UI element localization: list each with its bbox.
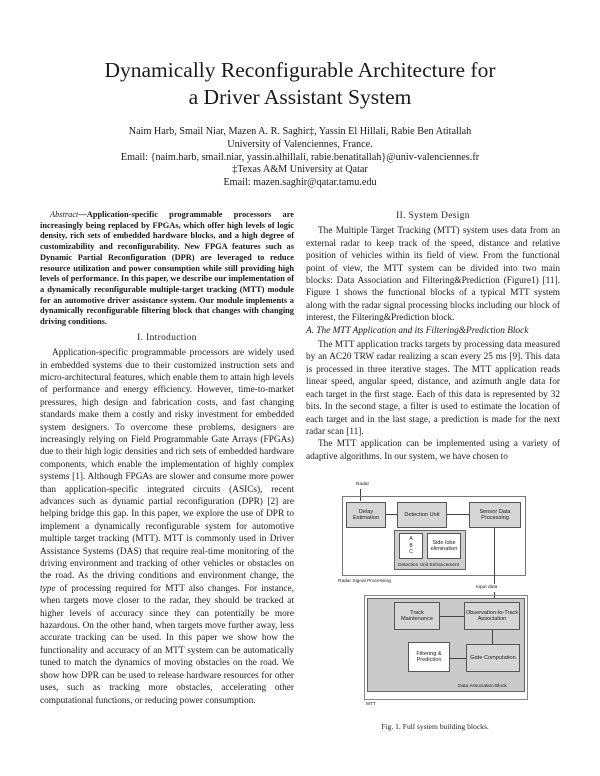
sensor-output-arrow [494,528,495,584]
right-column [306,206,560,463]
radar-signal-processing-label: Radar Signal Processing [338,579,391,584]
assoc-to-maintenance-arrow [440,616,464,617]
affiliation-1: University of Valenciennes, France. [227,138,373,150]
intro-paragraph [40,347,294,707]
subsection-a-heading: A. The MTT Application and its Filtering&Prediction Block [306,325,529,336]
abstract-text: —Application-specific programmable processors are increasingly being replaced by FPGAs, which offer high levels of logic density, rich sets of embedded hardware blocks, and a high degree of customizability and reconfigurability. New FPGA features such as Dynamic Partial Reconfiguration (DPR) are leveraged to reduce resource utilization and power consumption while still providing high levels of performance. In this paper, we describe our implementation of a dynamically reconfigurable multiple-target tracking (MTT) module for an automotive driver assistance system. Our module implements a dynamically reconfigurable filtering block that changes with changing driving conditions. [40,210,295,327]
author-names: Naim Harb, Smail Niar, Mazen A. R. Saghir‡, Yassin El Hillali, Rabie Ben Atitallah [128,126,472,137]
gate-computation-box: Gate Computation [466,644,520,672]
abstract-label: Abstract [50,210,79,219]
figure-caption: Fig. 1. Full system building blocks. [381,722,489,731]
detection-enhancement-label: Detection Unit Enhancement [398,563,460,568]
email-2: Email: mazen.saghir@qatar.tamu.edu [223,177,377,189]
mtt-paragraph-1: The MTT application tracks targets by processing data measured by an AC20 TRW radar realizing a scan every 25 ms [9]. This data is processed in three iterative stages. The MTT application reads linear speed, angular speed, distance, and azimuth angle data for each target in the first stage. Each of this data is represented by 32 bits. In the second stage, a filter is used to estimate the location of each target and in the last stage, a prediction is made for the next radar scan [11]. [306,340,560,437]
side-lobe-elimination-box: Side lobe elimination [427,533,461,559]
track-maintenance-box: Track Maintenance [394,602,440,630]
abc-c-label: C [409,549,413,556]
section-1-heading: I. Introduction [137,332,197,343]
figure-1 [338,482,530,712]
mtt-paragraph-2: The MTT application can be implemented using a variety of adaptive algorithms. In our system, we have chosen to [306,439,560,462]
detection-to-sensor-arrow [447,514,469,515]
intro-text-b: of processing required for MTT also changes. For instance, when targets move closer to the radar, they should be tracked at higher levels of accuracy since they can potentially be more hazardous. On the other hand, when targets move further away, less accurate tracking can be used. In this paper we show how the functionality and accuracy of an MTT system can be automatically tuned to match the dynamics of moving obstacles on the road. We show how DPR can be used to release hardware resources for other uses, such as tracking more obstacles, accelerating other computational functions, or reducing power consumption. [40,583,294,706]
abc-b-label: B [409,542,413,549]
detection-unit-box: Detection Unit [397,502,447,528]
observation-to-track-box: Observation-to-Track Association [464,602,520,630]
title-line-2: a Driver Assistant System [188,85,412,109]
abc-filter-box [399,533,423,559]
filtering-prediction-box: Filtering & Prediction [408,642,450,672]
paper-title [40,57,560,111]
filter-to-gate-arrow [450,658,466,659]
delay-estimation-box: Delay Estimation [346,502,386,528]
data-association-label: Data Association Block [458,684,507,689]
left-column [40,210,294,707]
abc-a-label: A [409,536,413,543]
email-1: Email: {naim.harb, smail.niar, yassin.alhillali, rabie.benatitallah}@univ-valenciennes.fr [120,151,480,163]
sensor-data-processing-box: Sensor Data Processing [469,502,521,528]
section-2-heading: II. System Design [396,211,470,221]
radar-label: Radar [356,482,370,487]
title-line-1: Dynamically Reconfigurable Architecture for [104,58,496,82]
assoc-to-gate-arrow [492,630,493,644]
abstract [40,210,294,328]
affiliation-2: ‡Texas A&M University at Qatar [232,164,368,176]
input-data-label: Input data [476,585,498,590]
intro-text-a: Application-specific programmable processors are widely used in embedded systems due to their customized instruction sets and micro-architectural features, which enable them to attain high levels of performance and energy efficiency. However, time-to-market pressures, high design and fabrication costs, and fast changing standards make them a costly and risky investment for embedded system designers. To overcome these problems, designers are increasingly relying on Field Programmable Gate Arrays (FPGAs) due to their high logic densities and rich sets of embedded hardware components, which enable the implementation of highly complex systems [1]. Although FPGAs are slower and consume more power than application-specific integrated circuits (ASICs), recent advances such as dynamic partial reconfiguration (DPR) [2] are helping bridge this gap. In this paper, we explore the use of DPR to implement a dynamically reconfigurable system for automotive multiple target tracking (MTT). MTT is commonly used in Driver Assistance Systems (DAS) that require real-time monitoring of the driving environment and tracking of other vehicles or obstacles on the road. As the driving conditions and environment change, the [40,348,294,582]
intro-text-type: type [40,583,56,594]
delay-to-detection-arrow [386,514,397,515]
author-block [30,126,570,190]
mtt-label: MTT [366,702,376,707]
system-design-paragraph: The Multiple Target Tracking (MTT) system uses data from an external radar to keep track of the speed, distance and relative position of vehicles within its field of view. From the functional point of view, the MTT system can be divided into two main blocks: Data Association and Filtering&Prediction (Figure1) [11]. Figure 1 shows the functional blocks of a typical MTT system along with the radar signal processing blocks including our block of interest, the Filtering&Prediction block. [306,226,560,324]
